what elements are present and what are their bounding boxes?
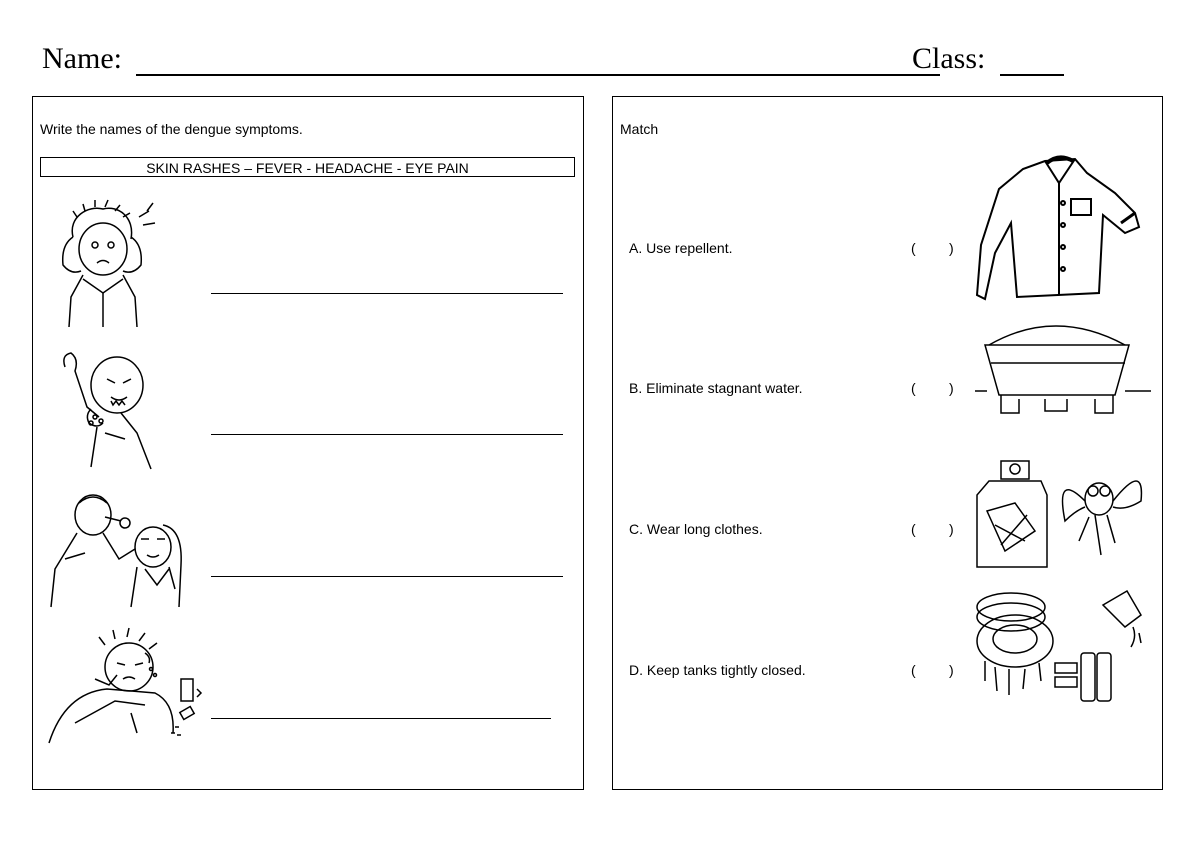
- paren-open: (: [911, 662, 916, 678]
- covered-water-tank-icon: [975, 315, 1151, 425]
- symptoms-panel: [32, 96, 584, 790]
- symptoms-instruction: Write the names of the dengue symptoms.: [40, 121, 303, 137]
- long-sleeve-shirt-icon: [975, 153, 1145, 303]
- answer-line-2[interactable]: [211, 434, 563, 435]
- name-blank-line[interactable]: [136, 74, 940, 76]
- scratching-rash-icon: [51, 347, 161, 472]
- paren-close: ): [949, 521, 954, 537]
- answer-line-3[interactable]: [211, 576, 563, 577]
- paren-close: ): [949, 380, 954, 396]
- match-instruction: Match: [620, 121, 659, 137]
- answer-line-1[interactable]: [211, 293, 563, 294]
- fever-sick-boy-icon: [45, 623, 215, 758]
- mosquito-repellent-icon: [975, 451, 1151, 571]
- match-item-d: D. Keep tanks tightly closed.: [629, 662, 806, 678]
- headache-boy-icon: [43, 197, 163, 332]
- paren-open: (: [911, 521, 916, 537]
- paren-open: (: [911, 380, 916, 396]
- paren-close: ): [949, 662, 954, 678]
- match-item-b: B. Eliminate stagnant water.: [629, 380, 803, 396]
- word-bank: SKIN RASHES – FEVER - HEADACHE - EYE PAIN: [40, 157, 575, 177]
- paren-close: ): [949, 240, 954, 256]
- answer-line-4[interactable]: [211, 718, 551, 719]
- match-item-c: C. Wear long clothes.: [629, 521, 763, 537]
- doctor-eye-exam-icon: [45, 489, 185, 614]
- paren-open: (: [911, 240, 916, 256]
- class-label: Class:: [912, 42, 986, 75]
- match-panel: [612, 96, 1163, 790]
- discarded-containers-icon: [975, 587, 1151, 717]
- match-item-a: A. Use repellent.: [629, 240, 733, 256]
- class-blank-line[interactable]: [1000, 74, 1064, 76]
- name-label: Name:: [42, 42, 122, 75]
- worksheet-header: [42, 42, 1172, 82]
